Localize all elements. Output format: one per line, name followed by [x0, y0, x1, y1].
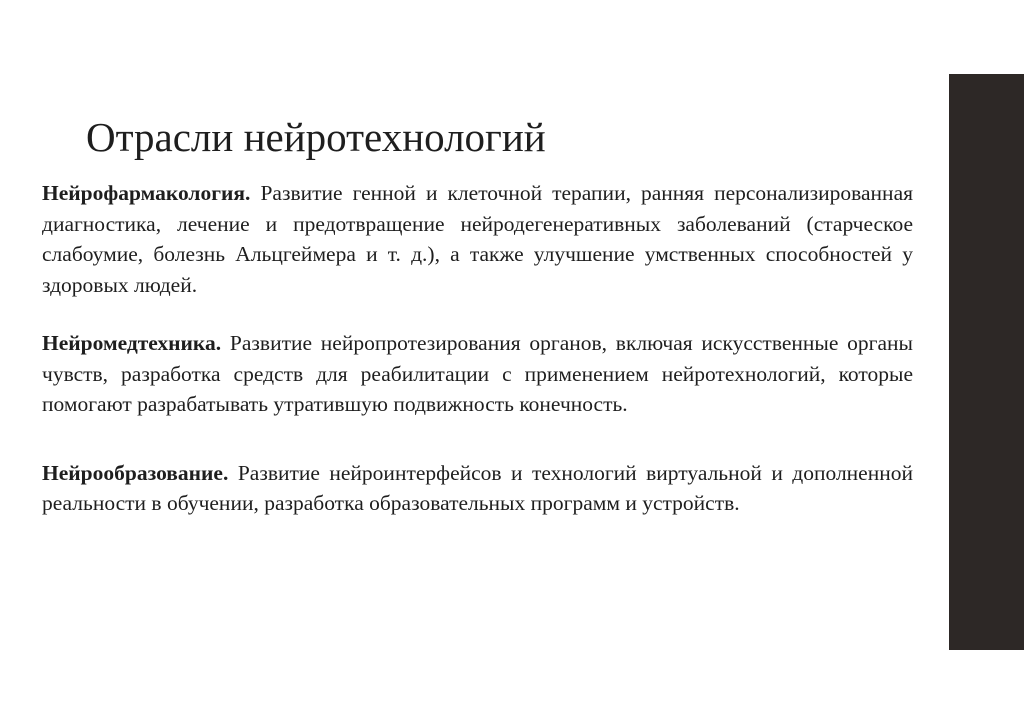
section-heading: Нейромедтехника.	[42, 331, 222, 355]
section-text: Развитие генной и клеточной терапии, ранняя персонализированная диагностика, лечение и предотвращение нейродегенеративных заболеваний (старческое слабоумие, болезнь Альцгеймера и т. д.), а также улучшение умственных способностей у здоровых людей.	[42, 181, 913, 297]
section-heading: Нейрообразование.	[42, 460, 229, 485]
slide-content	[42, 178, 913, 519]
slide-title: Отрасли нейротехнологий	[86, 114, 546, 160]
section-neuropharmacology	[42, 178, 913, 300]
decorative-side-bar	[949, 74, 1024, 650]
section-neuroeducation	[42, 458, 913, 519]
section-text: Развитие нейроинтерфейсов и технологий виртуальной и дополненной реальности в обучении, разработка образовательных программ и устройств.	[42, 460, 913, 515]
section-text: Развитие нейропротезирования органов, включая искусственные органы чувств, разработка средств для реабилитации с применением нейротехнологий, которые помогают разрабатывать утратившую подвижность конечность.	[42, 331, 913, 416]
section-neuromedtech	[42, 328, 913, 420]
section-heading: Нейрофармакология.	[42, 181, 251, 205]
